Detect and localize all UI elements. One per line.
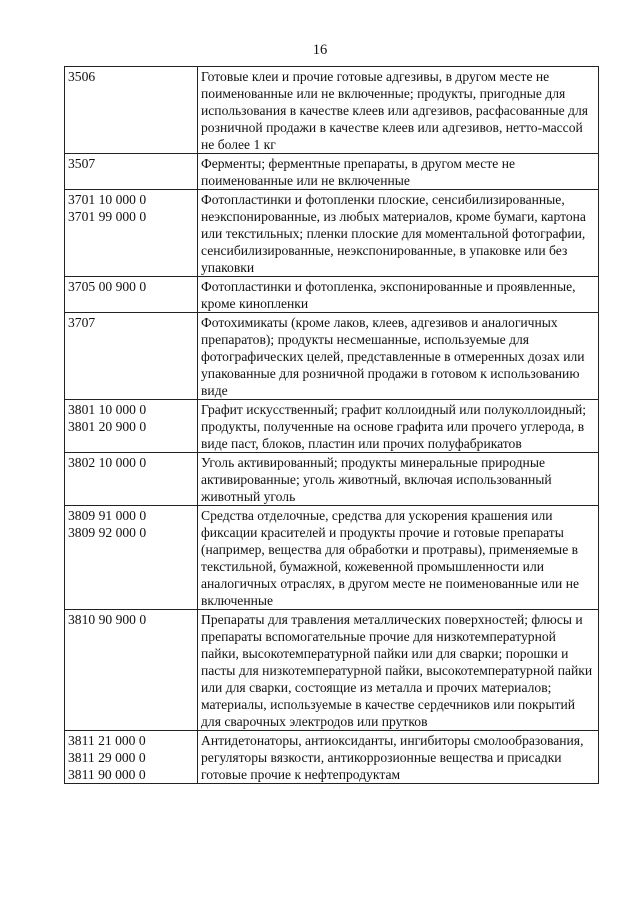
code-value: 3811 21 000 0 [68,733,146,748]
description-text: Фотопластинки и фотопленки плоские, сенсибилизированные, неэкспонированные, из любых материалов, кроме бумаги, картона или текстильных; пленки плоские для моментальной фотографии, сенсибилизированные, неэкспонированные, в упаковке или без упаковки [201,192,586,275]
description-cell [198,453,599,506]
table-row [65,190,599,277]
description-text: Фотохимикаты (кроме лаков, клеев, адгезивов и аналогичных препаратов); продукты несмешанные, используемые для фотографических целей, представленные в отмеренных дозах или упакованные для розничной продажи в готовом к использованию виде [201,315,585,398]
code-cell [65,453,198,506]
code-cell [65,277,198,313]
description-text: Средства отделочные, средства для ускорения крашения или фиксации красителей и продукты прочие и готовые препараты (например, вещества для обработки и протравы), применяемые в текстильной, бумажной, кожевенной промышленности или аналогичных отраслях, в другом месте не поименованные или не включенные [201,508,580,608]
code-value: 3811 29 000 0 [68,750,146,765]
table-row [65,453,599,506]
description-cell [198,731,599,784]
table-row [65,154,599,190]
code-cell [65,190,198,277]
code-value: 3809 91 000 0 [68,508,147,523]
table-row [65,731,599,784]
description-text: Уголь активированный; продукты минеральные природные активированные; уголь животный, включая использованный животный уголь [201,455,552,504]
description-text: Графит искусственный; графит коллоидный или полуколлоидный; продукты, полученные на основе графита или прочего углерода, в виде паст, блоков, пластин или прочих полуфабрикатов [201,402,587,451]
description-cell [198,154,599,190]
description-text: Препараты для травления металлических поверхностей; флюсы и препараты вспомогательные прочие для низкотемпературной пайки, высокотемпературной пайки или для сварки; порошки и пасты для низкотемпературной пайки, высокотемпературной пайки или для сварки, состоящие из металла и прочих материалов; материалы, используемые в качестве сердечников или покрытий для сварочных электродов или прутков [201,612,593,729]
code-value: 3811 90 000 0 [68,767,146,782]
code-cell [65,67,198,154]
table-row [65,313,599,400]
table-row [65,67,599,154]
table-row [65,610,599,731]
code-cell [65,506,198,610]
code-value: 3801 10 000 0 [68,402,147,417]
code-value: 3707 [68,315,96,330]
table-row [65,506,599,610]
description-text: Готовые клеи и прочие готовые адгезивы, в другом месте не поименованные или не включенные; продукты, пригодные для использования в качестве клеев или адгезивов, расфасованные для розничной продажи в качестве клеев или адгезивов, нетто-массой не более 1 кг [201,69,588,152]
description-text: Фотопластинки и фотопленка, экспонированные и проявленные, кроме кинопленки [201,279,576,311]
page-number: 16 [312,42,328,58]
description-text: Ферменты; ферментные препараты, в другом месте не поименованные или не включенные [201,156,516,188]
code-value: 3701 99 000 0 [68,209,147,224]
description-cell [198,506,599,610]
code-cell [65,610,198,731]
code-value: 3802 10 000 0 [68,455,147,470]
code-value: 3809 92 000 0 [68,525,147,540]
code-cell [65,313,198,400]
code-value: 3701 10 000 0 [68,192,147,207]
code-value: 3801 20 900 0 [68,419,147,434]
code-value: 3810 90 900 0 [68,612,147,627]
description-cell [198,610,599,731]
description-text: Антидетонаторы, антиоксиданты, ингибиторы смолообразования, регуляторы вязкости, антикоррозионные вещества и присадки готовые прочие к нефтепродуктам [201,733,584,782]
table-row [65,400,599,453]
description-cell [198,190,599,277]
code-cell [65,731,198,784]
code-value: 3705 00 900 0 [68,279,147,294]
description-cell [198,67,599,154]
tariff-code-table [64,66,599,784]
description-cell [198,313,599,400]
table-row [65,277,599,313]
description-cell [198,277,599,313]
code-cell [65,154,198,190]
code-cell [65,400,198,453]
code-value: 3507 [68,156,96,171]
description-cell [198,400,599,453]
code-value: 3506 [68,69,96,84]
